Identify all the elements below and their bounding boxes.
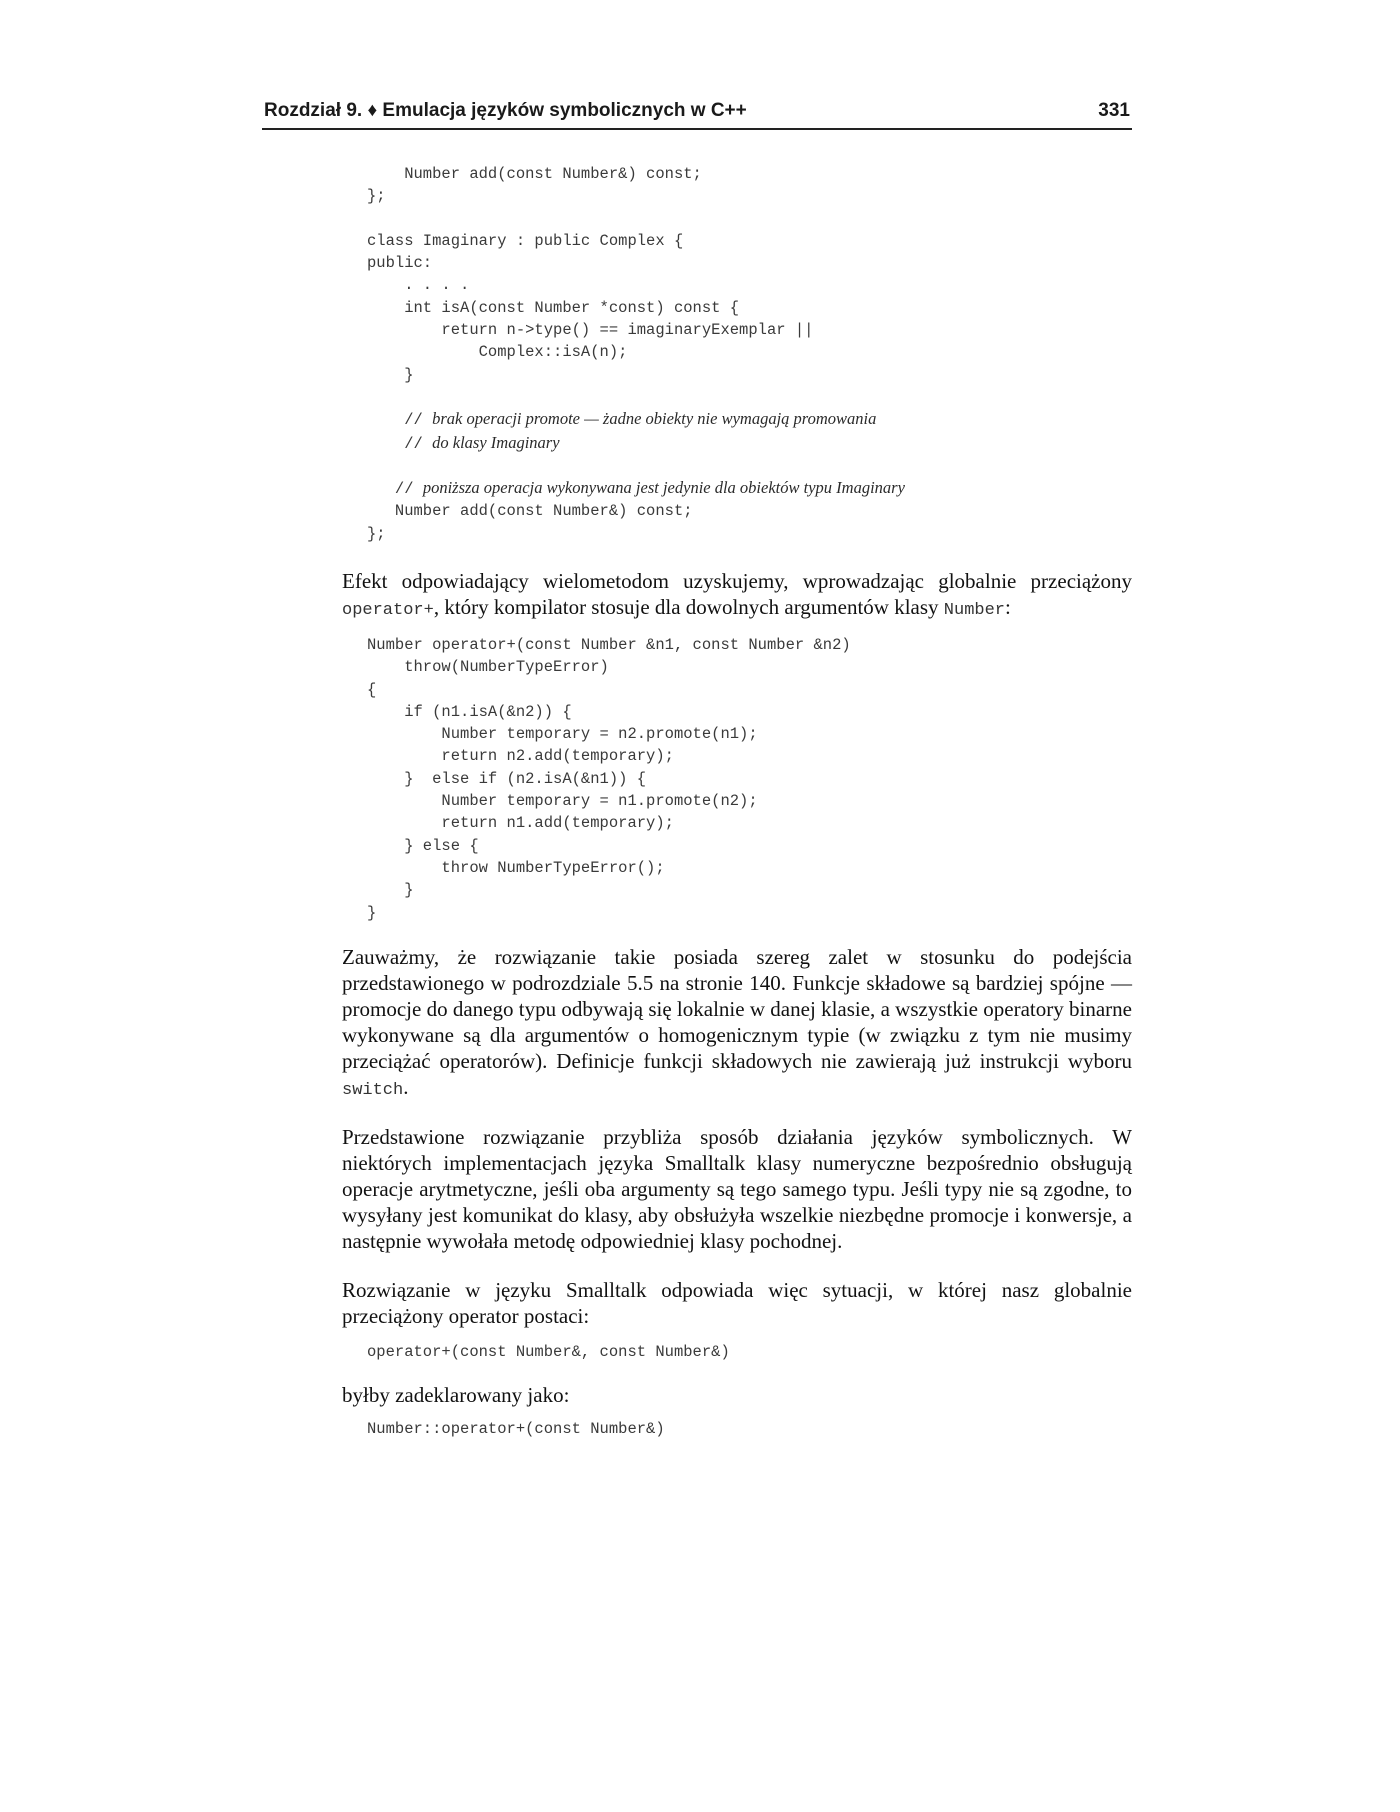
code-line: return n2.add(temporary); (367, 747, 674, 766)
paragraph-advantages (342, 944, 1132, 1104)
code-block-imaginary-class (367, 163, 905, 545)
code-line: Number::operator+(const Number&) (367, 1420, 665, 1438)
paragraph-declared-as: byłby zadeklarowany jako: (342, 1383, 570, 1407)
code-line: }; (367, 187, 386, 206)
code-block-global-operator (367, 1341, 730, 1363)
paragraph-text: Zauważmy, że rozwiązanie takie posiada szereg zalet w stosunku do podejścia przedstawionego w podrozdziale 5.5 na stronie 140. Funkcje składowe są bardziej spójne — promocje do danego typu odbywają się lokalnie w danej klasie, a wszystkie operatory binarne wykonywane są dla argumentów o homogenicznym typie (w związku z tym nie musimy przeciążać operatorów). Definicje funkcji składowych nie zawierają już instrukcji wyboru (342, 945, 1132, 1073)
code-comment: poniższa operacja wykonywana jest jedynie dla obiektów typu Imaginary (422, 478, 905, 498)
paragraph-text: , który kompilator stosuje dla dowolnych argumentów klasy (433, 595, 944, 619)
code-line: Number operator+(const Number &n1, const Number &n2) (367, 636, 851, 654)
code-line: Complex::isA(n); (367, 343, 628, 362)
comment-marker: // (367, 411, 433, 430)
code-line: public: (367, 254, 433, 273)
chapter-title: Rozdział 9. ♦ Emulacja języków symbolicznych w C++ (264, 100, 747, 121)
code-block-operator-plus (367, 634, 851, 924)
code-line: } else if (n2.isA(&n1)) { (367, 769, 647, 788)
code-line: class Imaginary : public Complex { (367, 231, 684, 250)
code-line: } (367, 365, 414, 384)
code-line: return n->type() == imaginaryExemplar || (367, 321, 814, 340)
inline-code: switch (342, 1081, 404, 1100)
code-line: Number temporary = n2.promote(n1); (367, 725, 758, 744)
paragraph-multimethods (342, 568, 1132, 624)
inline-code: Number (943, 601, 1006, 620)
code-comment: do klasy Imaginary (432, 432, 560, 452)
running-header (262, 98, 1132, 130)
code-line: return n1.add(temporary); (367, 814, 674, 833)
paragraph-text: : (1005, 595, 1011, 619)
page-number: 331 (1098, 100, 1130, 121)
code-line: operator+(const Number&, const Number&) (367, 1343, 730, 1361)
code-line: throw(NumberTypeError) (367, 658, 609, 677)
code-block-member-operator (367, 1418, 665, 1440)
code-line: Number add(const Number&) const; (367, 502, 693, 521)
code-line: } (367, 881, 414, 900)
code-line: { (367, 680, 377, 699)
paragraph-smalltalk-operator: Rozwiązanie w języku Smalltalk odpowiada więc sytuacji, w której nasz globalnie przeciążony operator postaci: (342, 1278, 1132, 1328)
inline-code: operator+ (342, 601, 434, 620)
comment-marker: // (367, 480, 423, 499)
code-line: }; (367, 524, 386, 543)
paragraph-smalltalk: Przedstawione rozwiązanie przybliża sposób działania języków symbolicznych. W niektórych implementacjach języka Smalltalk klasy numeryczne bezpośrednio obsługują operacje arytmetyczne, jeśli oba argumenty są tego samego typu. Jeśli typy nie są zgodne, to wysyłany jest komunikat do klasy, aby obsłużyła wszelkie niezbędne promocje i konwersje, a następnie wywołała metodę odpowiedniej klasy pochodnej. (342, 1125, 1132, 1253)
comment-marker: // (367, 434, 433, 453)
code-line: } (367, 903, 377, 922)
paragraph-text: Efekt odpowiadający wielometodom uzyskujemy, wprowadzając globalnie przeciążony (342, 569, 1132, 593)
code-line: throw NumberTypeError(); (367, 858, 665, 877)
code-line: int isA(const Number *const) const { (367, 298, 740, 317)
code-line: if (n1.isA(&n2)) { (367, 702, 572, 721)
code-line: } else { (367, 836, 479, 855)
code-line: Number temporary = n1.promote(n2); (367, 792, 758, 811)
code-comment: brak operacji promote — żadne obiekty nie wymagają promowania (432, 409, 877, 429)
code-line: Number add(const Number&) const; (367, 165, 702, 183)
paragraph-text: . (403, 1075, 409, 1099)
code-line: . . . . (367, 276, 470, 295)
